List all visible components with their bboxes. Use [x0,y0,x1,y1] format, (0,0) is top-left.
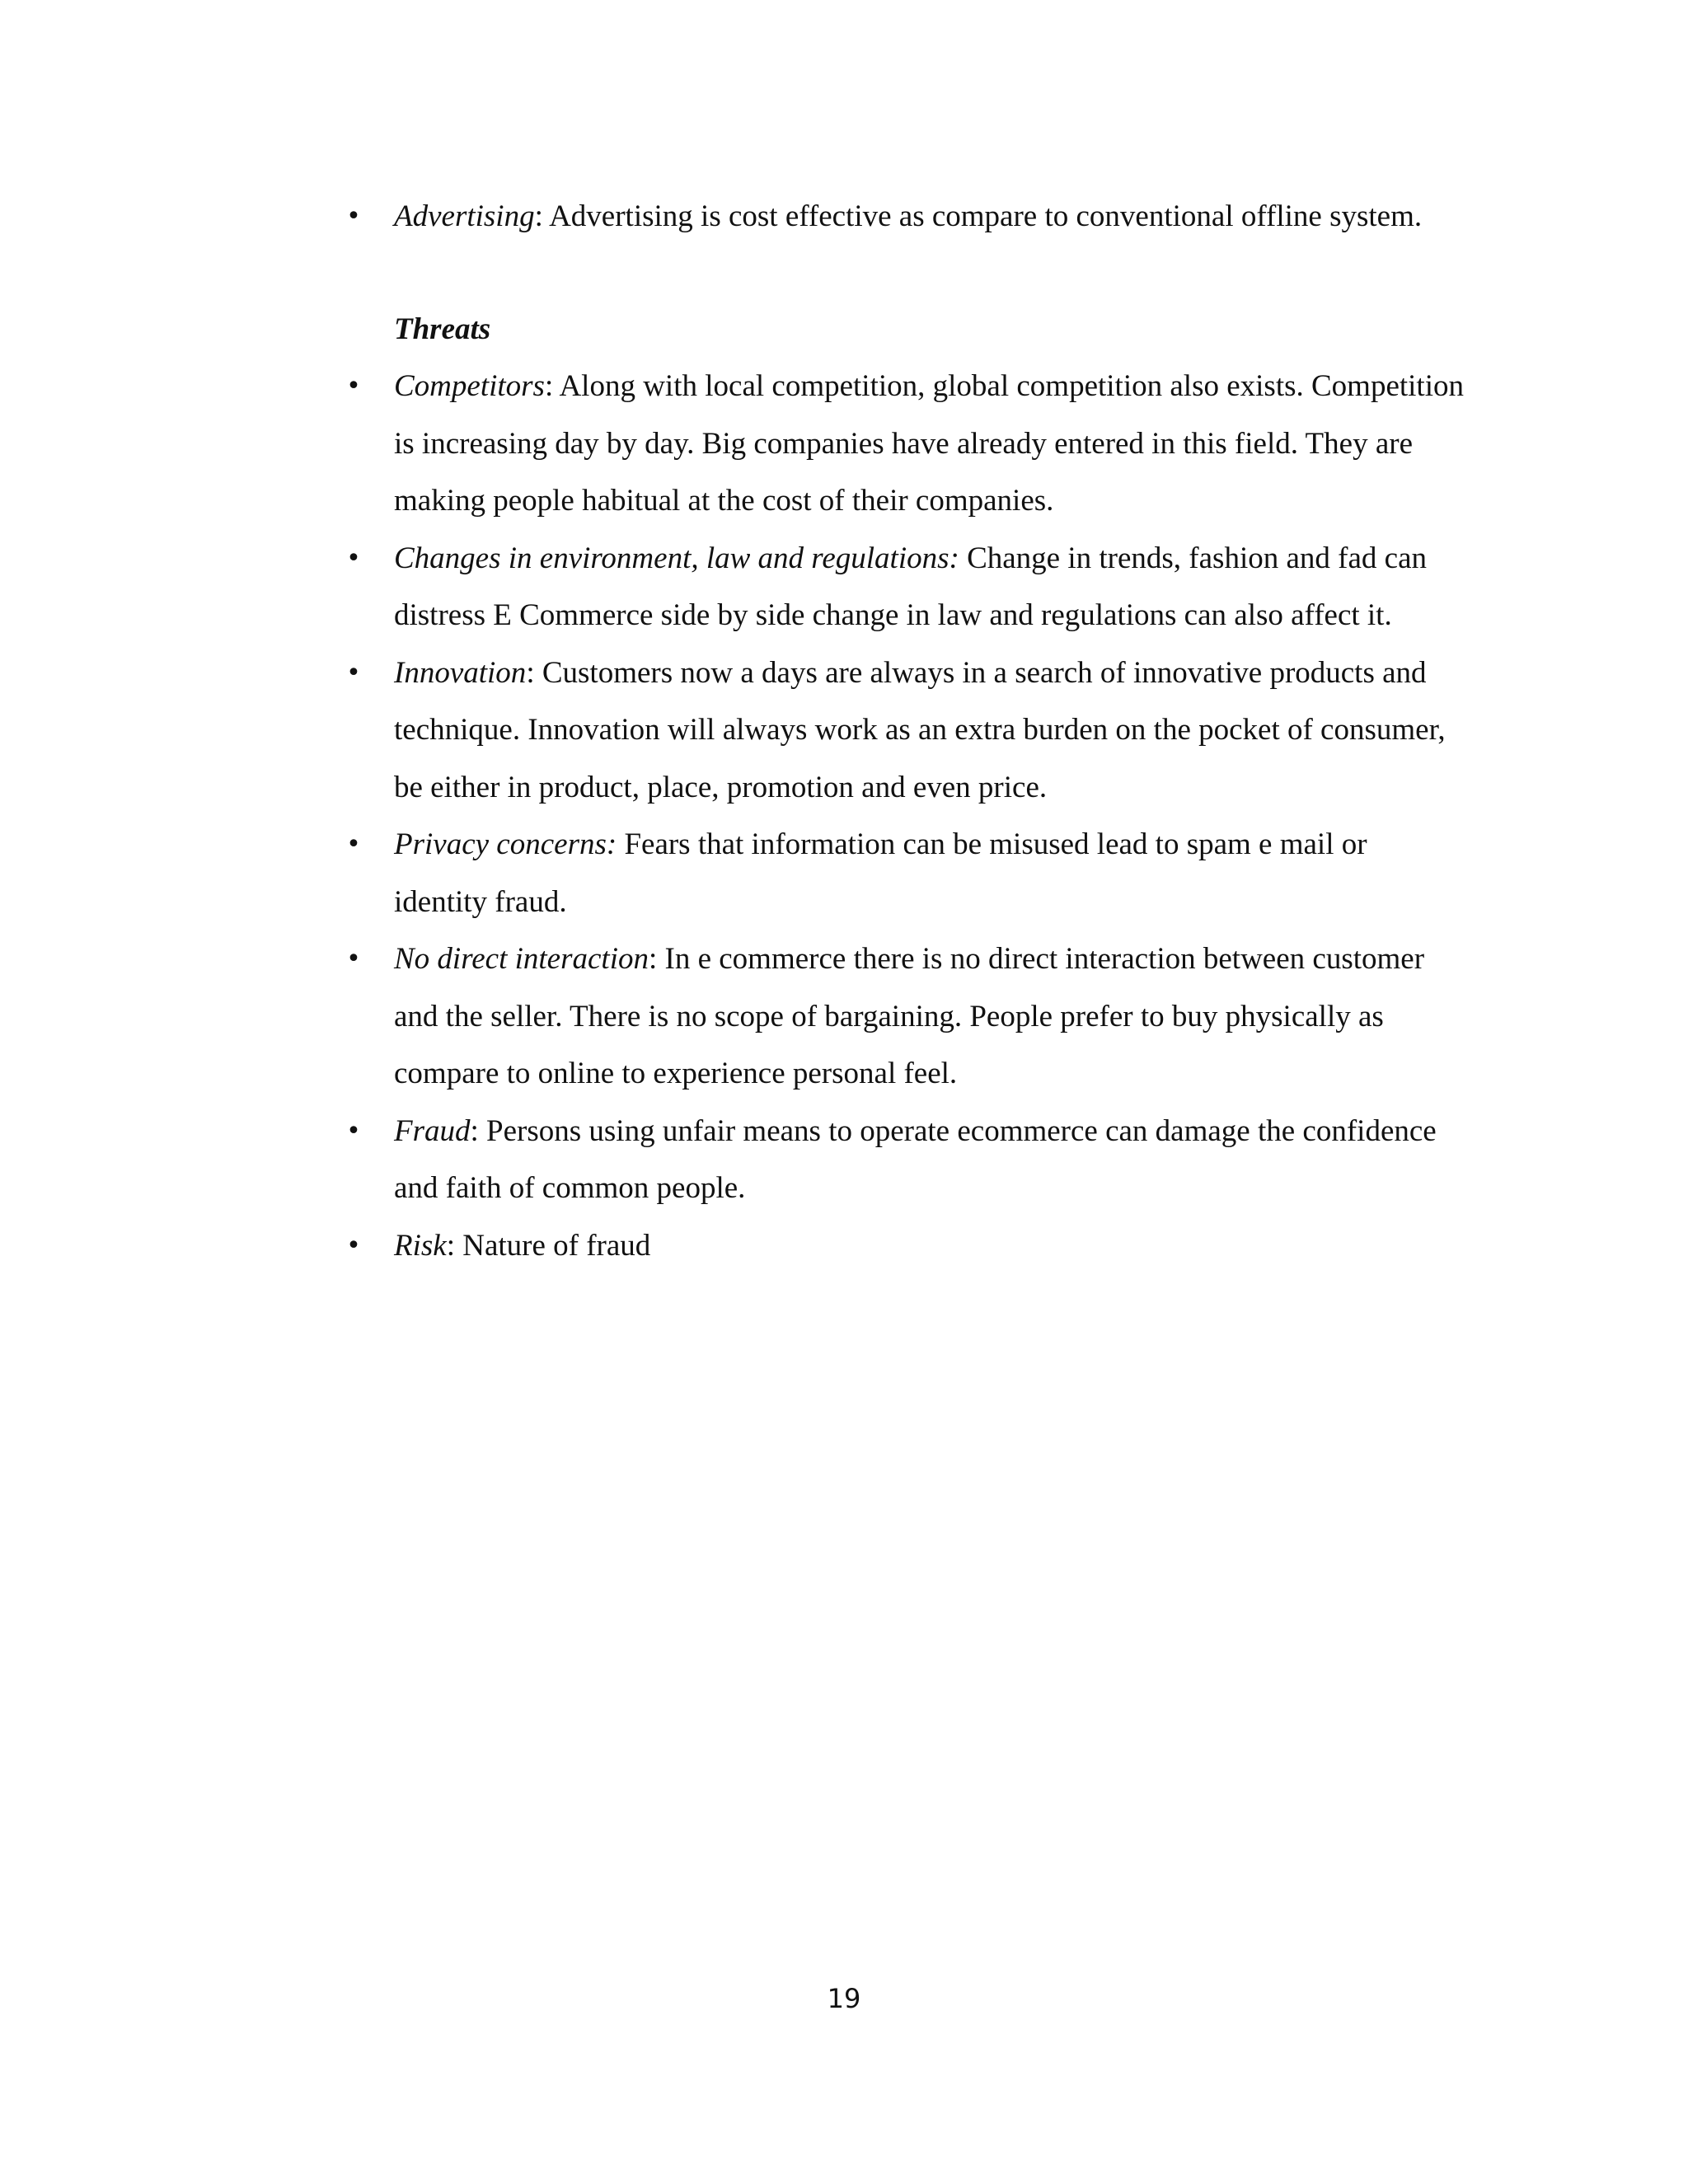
item-term: Changes in environment, law and regulations: [394,541,959,575]
bullet-icon: • [346,658,361,687]
list-item-risk [346,1217,1465,1275]
list-item-changes-in-environment [346,530,1465,644]
item-text: Advertising is cost effective as compare to conventional offline system. [542,199,1423,233]
item-separator: : [470,1113,479,1148]
page-number: 19 [827,1983,861,2014]
item-separator: : [544,369,554,403]
bullet-icon: • [346,830,361,859]
item-text: In e commerce there is no direct interaction between customer and the seller. There is no scope of bargaining. People prefer to buy physically as compare to online to experience personal feel. [394,942,1425,1090]
threats-list [346,358,1465,1274]
list-item-advertising [346,188,1465,246]
item-term: Privacy concerns: [394,827,617,861]
item-term: No direct interaction [394,942,649,976]
item-text: Nature of fraud [454,1228,651,1263]
strengths-list-continued [346,188,1465,246]
item-term: Advertising [394,199,535,233]
section-heading-threats: Threats [394,312,491,346]
bullet-icon: • [346,944,361,973]
item-term: Fraud [394,1113,471,1148]
item-separator: : [534,199,543,233]
item-text: Customers now a days are always in a search of innovative products and technique. Innovation will always work as an extra burden on the pocket of consumer, be either in product, place, promotion and even price. [394,655,1446,804]
list-item-competitors [346,358,1465,530]
item-term: Risk [394,1228,447,1263]
item-separator: : [446,1228,455,1263]
list-item-innovation [346,644,1465,817]
list-item-no-direct-interaction [346,930,1465,1103]
item-term: Competitors [394,369,545,403]
item-text: Fears that information can be misused lead to spam e mail or identity fraud. [394,827,1367,919]
list-item-privacy-concerns [346,816,1465,930]
bullet-icon: • [346,202,361,231]
item-text: Change in trends, fashion and fad can distress E Commerce side by side change in law and regulations can also affect it. [394,541,1427,632]
item-text: Persons using unfair means to operate ecommerce can damage the confidence and faith of common people. [394,1113,1437,1205]
bullet-icon: • [346,1230,361,1260]
item-separator: : [526,655,535,690]
bullet-icon: • [346,1116,361,1146]
item-term: Innovation [394,655,527,690]
page-content [346,188,1465,1274]
list-item-fraud [346,1103,1465,1217]
bullet-icon: • [346,372,361,401]
item-text: Along with local competition, global competition also exists. Competition is increasing day by day. Big companies have already entered in this field. They are making people habitual at the cost of their companies. [394,369,1464,518]
item-separator: : [648,942,658,976]
bullet-icon: • [346,543,361,573]
